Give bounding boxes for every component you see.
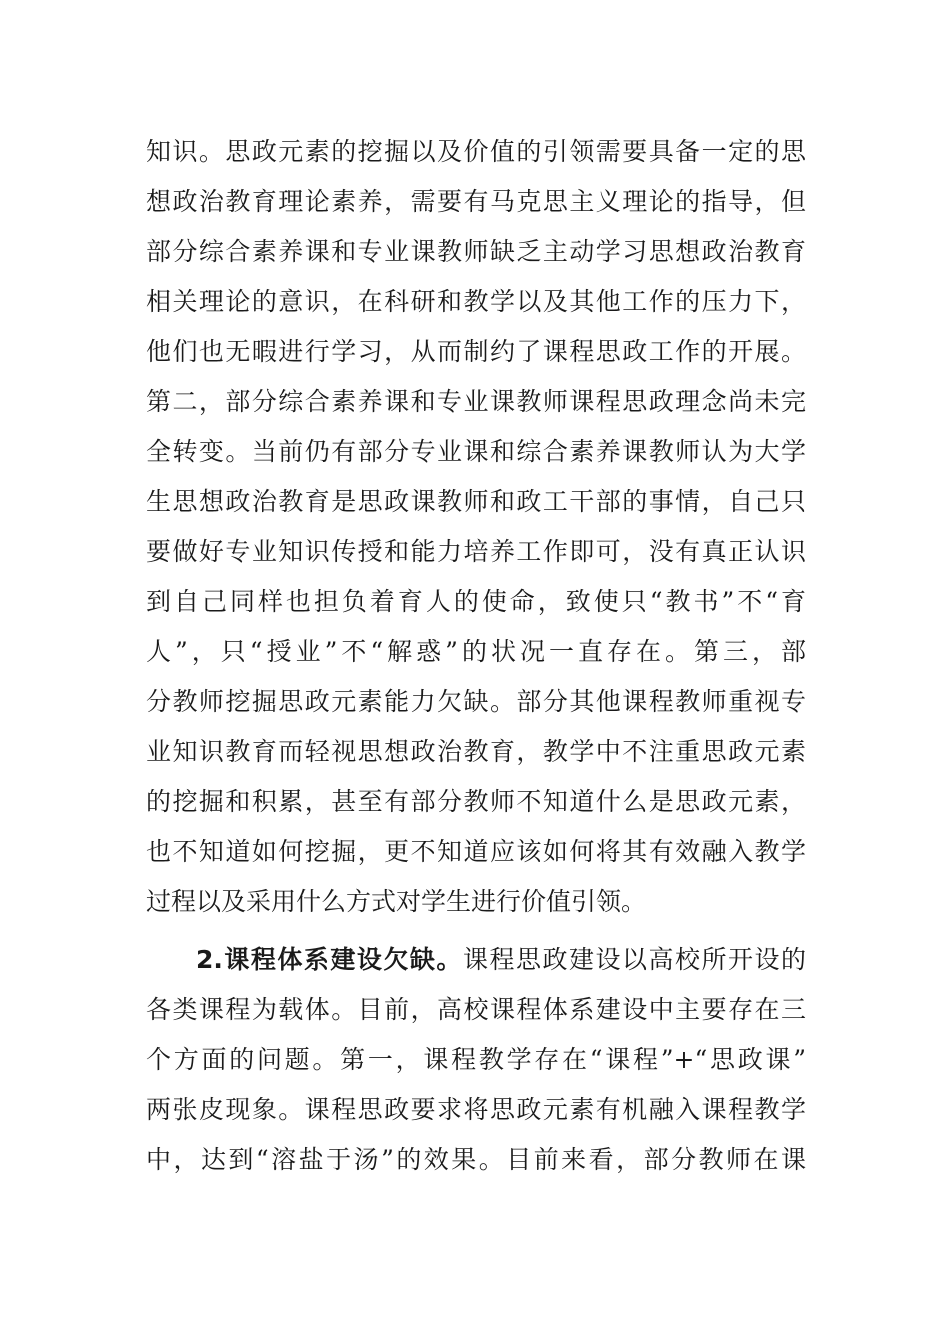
paragraph-line: 的挖掘和积累，甚至有部分教师不知道什么是思政元素， (146, 787, 806, 816)
paragraph-line: 相关理论的意识，在科研和教学以及其他工作的压力下， (146, 287, 806, 316)
paragraph-line: 第二，部分综合素养课和专业课教师课程思政理念尚未完 (146, 387, 806, 416)
paragraph-line: 个方面的问题。第一，课程教学存在“课程”+“思政课” (146, 1045, 806, 1074)
paragraph-line: 要做好专业知识传授和能力培养工作即可，没有真正认识 (146, 537, 806, 566)
paragraph-line: 他们也无暇进行学习，从而制约了课程思政工作的开展。 (146, 337, 806, 366)
paragraph-line: 业知识教育而轻视思想政治教育，教学中不注重思政元素 (146, 737, 806, 766)
paragraph-line: 两张皮现象。课程思政要求将思政元素有机融入课程教学 (146, 1095, 806, 1124)
paragraph-1 (146, 127, 806, 927)
paragraph-line: 各类课程为载体。目前，高校课程体系建设中主要存在三 (146, 995, 806, 1024)
paragraph-line: 也不知道如何挖掘，更不知道应该如何将其有效融入教学 (146, 837, 806, 866)
paragraph-line: 过程以及采用什么方式对学生进行价值引领。 (146, 887, 647, 916)
paragraph-line: 部分综合素养课和专业课教师缺乏主动学习思想政治教育 (146, 237, 806, 266)
paragraph-line: 人”，只“授业”不“解惑”的状况一直存在。第三，部 (146, 637, 806, 666)
paragraph-line: 知识。思政元素的挖掘以及价值的引领需要具备一定的思 (146, 137, 806, 166)
paragraph-text: 课程思政建设以高校所开设的 (462, 945, 806, 974)
paragraph-2 (146, 935, 806, 1185)
paragraph-line: 中，达到“溶盐于汤”的效果。目前来看，部分教师在课 (146, 1145, 806, 1174)
paragraph-line: 想政治教育理论素养，需要有马克思主义理论的指导，但 (146, 187, 806, 216)
paragraph-line: 全转变。当前仍有部分专业课和综合素养课教师认为大学 (146, 437, 806, 466)
paragraph-first-line (146, 935, 806, 985)
paragraph-line: 到自己同样也担负着育人的使命，致使只“教书”不“育 (146, 587, 806, 616)
paragraph-line: 分教师挖掘思政元素能力欠缺。部分其他课程教师重视专 (146, 687, 806, 716)
section-heading: 2.课程体系建设欠缺。 (196, 945, 463, 974)
paragraph-line: 生思想政治教育是思政课教师和政工干部的事情，自己只 (146, 487, 806, 516)
